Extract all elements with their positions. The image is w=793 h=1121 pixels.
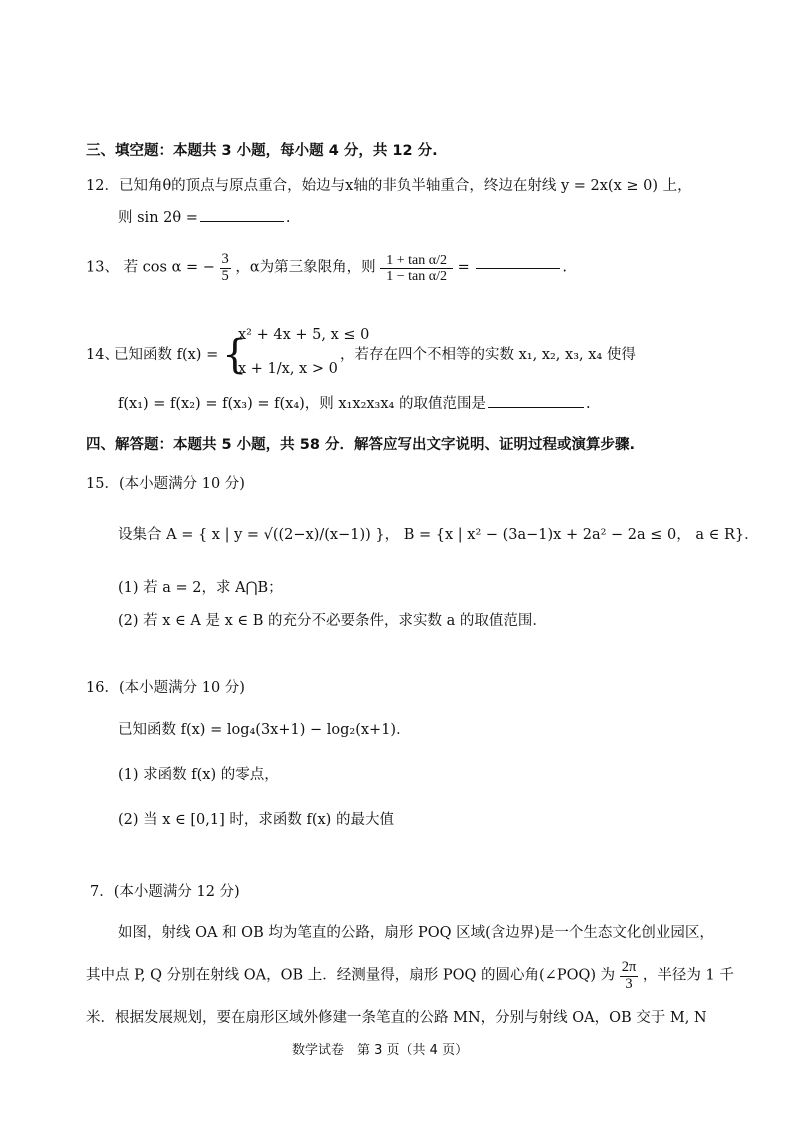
q17-line3: 米．根据发展规划，要在扇形区域外修建一条笔直的公路 MN，分别与射线 OA，OB 交于 M, N — [86, 1010, 707, 1026]
q13-cos-num: 3 — [221, 251, 229, 267]
q13-cos-fraction — [220, 252, 231, 285]
q14-number: 14、 — [86, 347, 119, 363]
q15-set-definition: 设集合 A = { x | y = √((2−x)/(x−1)) }， B = {x | x² − (3a−1)x + 2a² − 2a ≤ 0， a ∈ R}． — [118, 527, 759, 543]
q16-function: 已知函数 f(x) = log₄(3x+1) − log₂(x+1)． — [118, 722, 411, 738]
q15-header: 15．(本小题满分 10 分) — [86, 476, 245, 492]
q13-cos-den: 5 — [221, 267, 229, 284]
q17-line2-b: ，半径为 1 千 — [642, 967, 734, 984]
q14-brace: { — [222, 332, 248, 378]
q12-line2: 则 sin 2θ = . — [118, 210, 291, 226]
q15-part2: (2) 若 x ∈ A 是 x ∈ B 的充分不必要条件，求实数 a 的取值范围． — [118, 613, 547, 629]
q17-angle-fraction — [620, 960, 639, 993]
q14-text-a: 已知函数 f(x) = — [114, 347, 219, 363]
q15-part1: (1) 若 a = 2，求 A⋂B； — [118, 580, 283, 596]
q14-line2-text: f(x₁) = f(x₂) = f(x₃) = f(x₄)，则 x₁x₂x₃x₄ 的取值范围是 — [118, 396, 486, 412]
q16-part1: (1) 求函数 f(x) 的零点， — [118, 767, 279, 783]
q17-line2-a: 其中点 P, Q 分别在射线 OA，OB 上．经测量得，扇形 POQ 的圆心角(∠POQ) 为 — [86, 967, 616, 984]
q14-case1: x² + 4x + 5, x ≤ 0 — [238, 327, 370, 343]
q12-line1 — [86, 178, 692, 195]
q14-text-b: ，若存在四个不相等的实数 x₁, x₂, x₃, x₄ 使得 — [340, 347, 636, 363]
q13-text-a: 若 cos α = − — [123, 259, 215, 276]
q14-case2: x + 1/x, x > 0 — [238, 361, 338, 377]
q13-number: 13、 — [86, 259, 119, 276]
q16-part2: (2) 当 x ∈ [0,1] 时，求函数 f(x) 的最大值 — [118, 812, 394, 828]
q16-header: 16．(本小题满分 10 分) — [86, 680, 245, 696]
q17-angle-den: 3 — [625, 975, 633, 992]
q14-line2: f(x₁) = f(x₂) = f(x₃) = f(x₄)，则 x₁x₂x₃x₄ 的取值范围是 . — [118, 396, 591, 412]
q14-answer-blank[interactable] — [488, 406, 584, 408]
section-3-heading: 三、填空题：本题共 3 小题，每小题 4 分，共 12 分. — [86, 143, 438, 159]
q17-line1: 如图，射线 OA 和 OB 均为笔直的公路，扇形 POQ 区域(含边界)是一个生态文化创业园区， — [118, 925, 714, 941]
q12-line2-prefix: 则 sin 2θ = — [118, 210, 198, 226]
q13-answer-blank[interactable] — [476, 267, 560, 269]
section-4-heading: 四、解答题：本题共 5 小题，共 58 分．解答应写出文字说明、证明过程或演算步骤. — [86, 437, 635, 453]
q12-text: 已知角θ的顶点与原点重合，始边与x轴的非负半轴重合，终边在射线 y = 2x(x ≥ 0) 上， — [118, 178, 692, 194]
q13-line: 13、 若 cos α = − $\frac{3}{5}$ ，α为第三象限角，则 $\frac{\text{1 + tan α/2}}{\text{1 − tan α/2}}$ = . — [86, 251, 567, 284]
q13-text-b: ，α为第三象限角，则 — [235, 259, 376, 276]
q12-number: 12． — [86, 178, 119, 194]
q17-line2 — [86, 960, 734, 993]
q17-angle-num: 2π — [621, 959, 637, 975]
q12-answer-blank[interactable] — [200, 220, 284, 222]
q13-expr-num: 1 + tan α/2 — [380, 253, 453, 269]
q13-expr-den: 1 − tan α/2 — [386, 268, 447, 284]
q17-header: 7．(本小题满分 12 分) — [90, 884, 240, 900]
q13-text-c: = — [457, 259, 470, 276]
q13-expression — [380, 253, 453, 285]
page-footer: 数学试卷 第 3 页（共 4 页） — [292, 1043, 469, 1058]
